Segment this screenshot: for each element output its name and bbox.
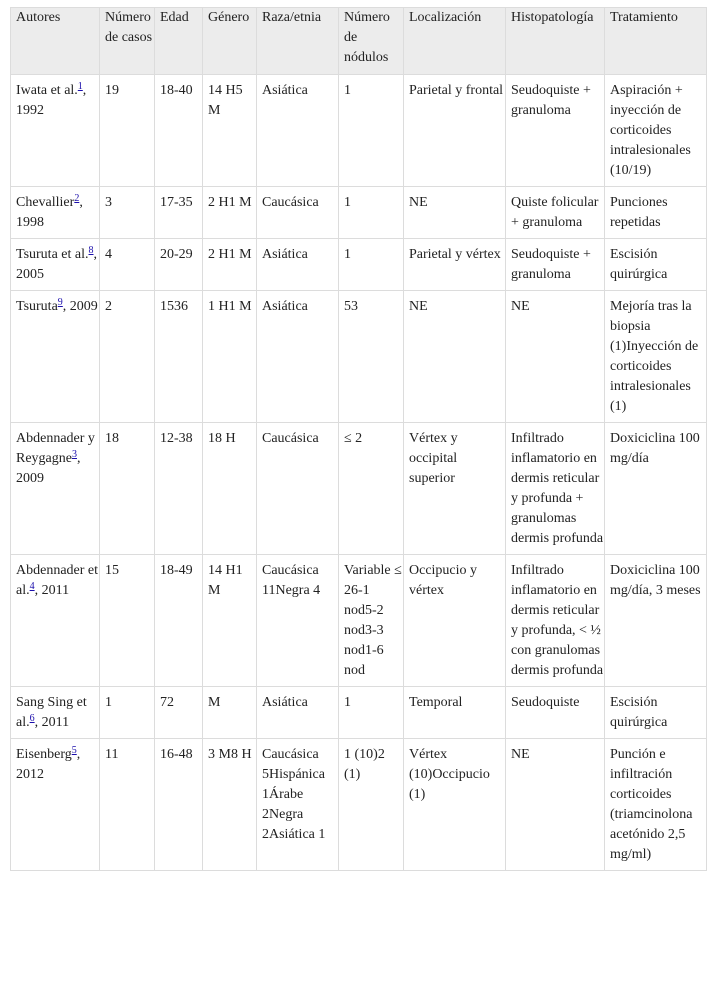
header-tratamiento: Tratamiento — [605, 8, 707, 75]
histopathology-cell: NE — [506, 291, 605, 423]
histopathology-cell: Seudoquiste + granuloma — [506, 239, 605, 291]
author-name: Abdennader y Reygagne — [16, 431, 95, 466]
treatment-cell: Mejoría tras la biopsia (1)Inyección de corticoides intralesionales (1) — [605, 291, 707, 423]
author-year: , 1992 — [16, 83, 87, 118]
treatment-cell: Escisión quirúrgica — [605, 687, 707, 739]
age-cell: 18-40 — [155, 75, 203, 187]
header-histopatologia: Histopatología — [506, 8, 605, 75]
header-numero-casos: Número de casos — [100, 8, 155, 75]
location-cell: Temporal — [404, 687, 506, 739]
histopathology-cell: Seudoquiste + granuloma — [506, 75, 605, 187]
header-row — [11, 8, 707, 75]
author-year: , 2005 — [16, 247, 97, 282]
reference-link[interactable]: 1 — [77, 81, 83, 92]
author-name: Iwata et al. — [16, 83, 78, 98]
reference-link[interactable]: 5 — [71, 745, 77, 756]
author-year: , 2009 — [16, 451, 81, 486]
race-cell: Caucásica — [257, 187, 339, 239]
treatment-cell: Aspiración + inyección de corticoides intralesionales (10/19) — [605, 75, 707, 187]
author-year: , 2011 — [34, 715, 70, 730]
table-row — [11, 239, 707, 291]
author-cell — [11, 687, 100, 739]
table-row — [11, 687, 707, 739]
cases-cell: 19 — [100, 75, 155, 187]
cases-cell: 18 — [100, 423, 155, 555]
author-name: Abdennader et al. — [16, 563, 99, 598]
location-cell: Occipucio y vértex — [404, 555, 506, 687]
age-cell: 20-29 — [155, 239, 203, 291]
author-name: Eisenberg — [16, 747, 72, 762]
author-name: Sang Sing et al. — [16, 695, 87, 730]
author-cell — [11, 75, 100, 187]
table-row — [11, 187, 707, 239]
reference-link[interactable]: 9 — [57, 297, 63, 308]
treatment-cell: Punciones repetidas — [605, 187, 707, 239]
gender-cell: M — [203, 687, 257, 739]
age-cell: 1536 — [155, 291, 203, 423]
author-cell — [11, 239, 100, 291]
age-cell: 72 — [155, 687, 203, 739]
author-name: Tsuruta et al. — [16, 247, 89, 262]
author-cell — [11, 555, 100, 687]
reference-link[interactable]: 8 — [88, 245, 94, 256]
gender-cell: 3 M8 H — [203, 739, 257, 871]
location-cell: NE — [404, 187, 506, 239]
author-name: Chevallier — [16, 195, 75, 210]
race-cell: Asiática — [257, 687, 339, 739]
location-cell: Vértex (10)Occipucio (1) — [404, 739, 506, 871]
author-year: , 2012 — [16, 747, 81, 782]
author-name: Tsuruta — [16, 299, 58, 314]
gender-cell: 18 H — [203, 423, 257, 555]
author-year: , 2011 — [34, 583, 70, 598]
header-edad: Edad — [155, 8, 203, 75]
reference-link[interactable]: 3 — [71, 449, 77, 460]
nodules-cell: 1 (10)2 (1) — [339, 739, 404, 871]
table-row — [11, 739, 707, 871]
location-cell: NE — [404, 291, 506, 423]
author-year: , 2009 — [62, 299, 98, 314]
table-row — [11, 423, 707, 555]
gender-cell: 2 H1 M — [203, 239, 257, 291]
nodules-cell: 1 — [339, 187, 404, 239]
header-autores: Autores — [11, 8, 100, 75]
race-cell: Caucásica 11Negra 4 — [257, 555, 339, 687]
cases-cell: 3 — [100, 187, 155, 239]
race-cell: Asiática — [257, 75, 339, 187]
nodules-cell: 1 — [339, 75, 404, 187]
nodules-cell: ≤ 2 — [339, 423, 404, 555]
location-cell: Parietal y vértex — [404, 239, 506, 291]
author-cell — [11, 187, 100, 239]
histopathology-cell: Infiltrado inflamatorio en dermis reticular y profunda + granulomas dermis profunda — [506, 423, 605, 555]
cases-cell: 2 — [100, 291, 155, 423]
header-genero: Género — [203, 8, 257, 75]
table-row — [11, 75, 707, 187]
author-cell — [11, 423, 100, 555]
age-cell: 18-49 — [155, 555, 203, 687]
age-cell: 12-38 — [155, 423, 203, 555]
histopathology-cell: Quiste folicular + granuloma — [506, 187, 605, 239]
header-numero-nodulos: Número de nódulos — [339, 8, 404, 75]
race-cell: Asiática — [257, 291, 339, 423]
treatment-cell: Punción e infiltración corticoides (triamcinolona acetónido 2,5 mg/ml) — [605, 739, 707, 871]
gender-cell: 14 H1 M — [203, 555, 257, 687]
table-row — [11, 291, 707, 423]
location-cell: Vértex y occipital superior — [404, 423, 506, 555]
nodules-cell: Variable ≤ 26-1 nod5-2 nod3-3 nod1-6 nod — [339, 555, 404, 687]
gender-cell: 1 H1 M — [203, 291, 257, 423]
age-cell: 16-48 — [155, 739, 203, 871]
race-cell: Caucásica — [257, 423, 339, 555]
table-row — [11, 555, 707, 687]
treatment-cell: Escisión quirúrgica — [605, 239, 707, 291]
author-cell — [11, 291, 100, 423]
gender-cell: 2 H1 M — [203, 187, 257, 239]
histopathology-cell: Infiltrado inflamatorio en dermis reticular y profunda, < ½ con granulomas dermis profunda — [506, 555, 605, 687]
location-cell: Parietal y frontal — [404, 75, 506, 187]
studies-table — [10, 7, 707, 871]
header-localizacion: Localización — [404, 8, 506, 75]
histopathology-cell: Seudoquiste — [506, 687, 605, 739]
cases-cell: 15 — [100, 555, 155, 687]
author-cell — [11, 739, 100, 871]
age-cell: 17-35 — [155, 187, 203, 239]
cases-cell: 1 — [100, 687, 155, 739]
author-year: , 1998 — [16, 195, 83, 230]
nodules-cell: 53 — [339, 291, 404, 423]
nodules-cell: 1 — [339, 239, 404, 291]
reference-link[interactable]: 4 — [29, 581, 35, 592]
treatment-cell: Doxiciclina 100 mg/día, 3 meses — [605, 555, 707, 687]
gender-cell: 14 H5 M — [203, 75, 257, 187]
header-raza: Raza/etnia — [257, 8, 339, 75]
race-cell: Caucásica 5Hispánica 1Árabe 2Negra 2Asiática 1 — [257, 739, 339, 871]
cases-cell: 11 — [100, 739, 155, 871]
cases-cell: 4 — [100, 239, 155, 291]
nodules-cell: 1 — [339, 687, 404, 739]
reference-link[interactable]: 6 — [29, 713, 35, 724]
histopathology-cell: NE — [506, 739, 605, 871]
race-cell: Asiática — [257, 239, 339, 291]
reference-link[interactable]: 2 — [74, 193, 80, 204]
treatment-cell: Doxiciclina 100 mg/día — [605, 423, 707, 555]
